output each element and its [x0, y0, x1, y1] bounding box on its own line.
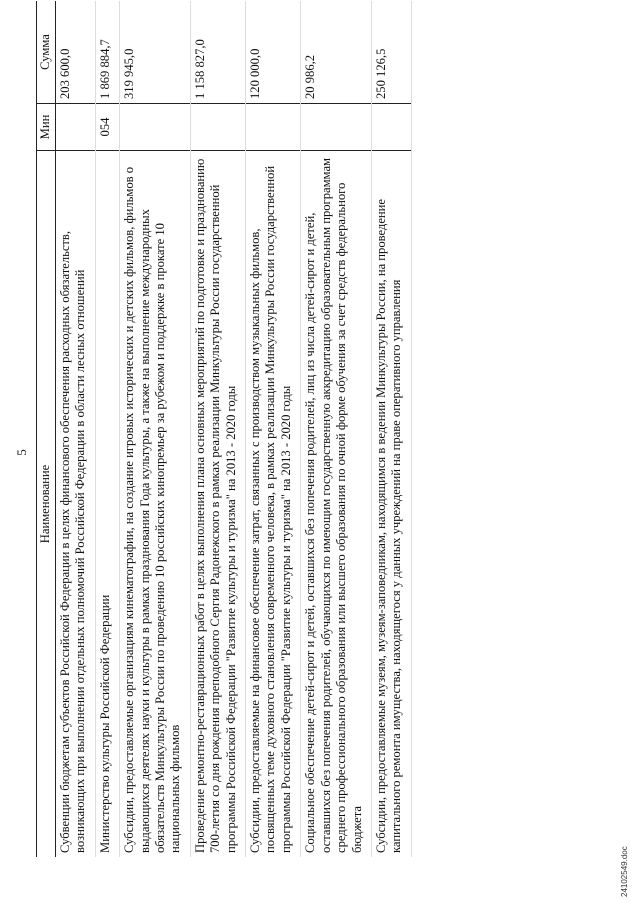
row-min	[120, 104, 191, 151]
row-sum: 203 600,0	[56, 1, 96, 104]
budget-table	[36, 1, 412, 857]
row-name: Субсидии, предоставляемые музеям, музеям-заповедникам, находящимся в ведении Минкультуры России, на проведение капитального ремонта имущества, находящегося у данных учреждений на праве оперативного управления	[371, 151, 411, 858]
row-name: Субвенции бюджетам субъектов Российской Федерации в целях финансового обеспечения расходных обязательств, возникающих при выполнении отдельных полномочий Российской Федерации в области лесных отношений	[56, 151, 96, 858]
table-row	[246, 1, 301, 857]
row-name: Министерство культуры Российской Федерации	[95, 151, 119, 858]
file-label: 24102549.doc	[620, 846, 629, 897]
row-sum: 20 986,2	[301, 1, 372, 104]
row-sum: 1 158 827,0	[190, 1, 245, 104]
table-row	[56, 1, 96, 857]
table-row	[95, 1, 119, 857]
row-min	[371, 104, 411, 151]
table-row	[190, 1, 245, 857]
row-sum: 1 869 884,7	[95, 1, 119, 104]
row-name: Проведение ремонтно-реставрационных работ в целях выполнения плана основных мероприятий по подготовке и празднованию 700-летия со дня рождения преподобного Сергия Радонежского в рамках реализации Минкультуры России государственной программы Российской Федерации "Развитие культуры и туризма" на 2013 - 2020 годы	[190, 151, 245, 858]
table-row	[301, 1, 372, 857]
row-min	[301, 104, 372, 151]
row-min	[190, 104, 245, 151]
row-name: Социальное обеспечение детей-сирот и детей, оставшихся без попечения родителей, лиц из числа детей-сирот и детей, оставшихся без попечения родителей, обучающихся по имеющим государственную аккредитацию образовательным программам среднего профессионального образования или высшего образования по очной форме обучения за счет средств федерального бюджета	[301, 151, 372, 858]
header-name: Наименование	[37, 151, 56, 858]
row-min	[56, 104, 96, 151]
header-min: Мин	[37, 104, 56, 151]
row-name: Субсидии, предоставляемые организациям кинематографии, на создание игровых исторических и детских фильмов, фильмов о выдающихся деятелях науки и культуры в рамках празднования Года культуры, а также на выполнение международных обязательств Минкультуры России по проведению 10 российских кинопремьер за рубежом и поддержке в прокате 10 национальных фильмов	[120, 151, 191, 858]
table-header-row	[37, 1, 56, 857]
row-name: Субсидии, предоставляемые на финансовое обеспечение затрат, связанных с производством музыкальных фильмов, посвященных теме духовного становления современного человека, в рамках реализации Минкультуры России государственной программы Российской Федерации "Развитие культуры и туризма" на 2013 - 2020 годы	[246, 151, 301, 858]
table-row	[371, 1, 411, 857]
table-row	[120, 1, 191, 857]
row-sum: 120 000,0	[246, 1, 301, 104]
page-number: 5	[14, 449, 29, 456]
header-sum: Сумма	[37, 1, 56, 104]
row-min: 054	[95, 104, 119, 151]
row-sum: 250 126,5	[371, 1, 411, 104]
row-sum: 319 945,0	[120, 1, 191, 104]
row-min	[246, 104, 301, 151]
